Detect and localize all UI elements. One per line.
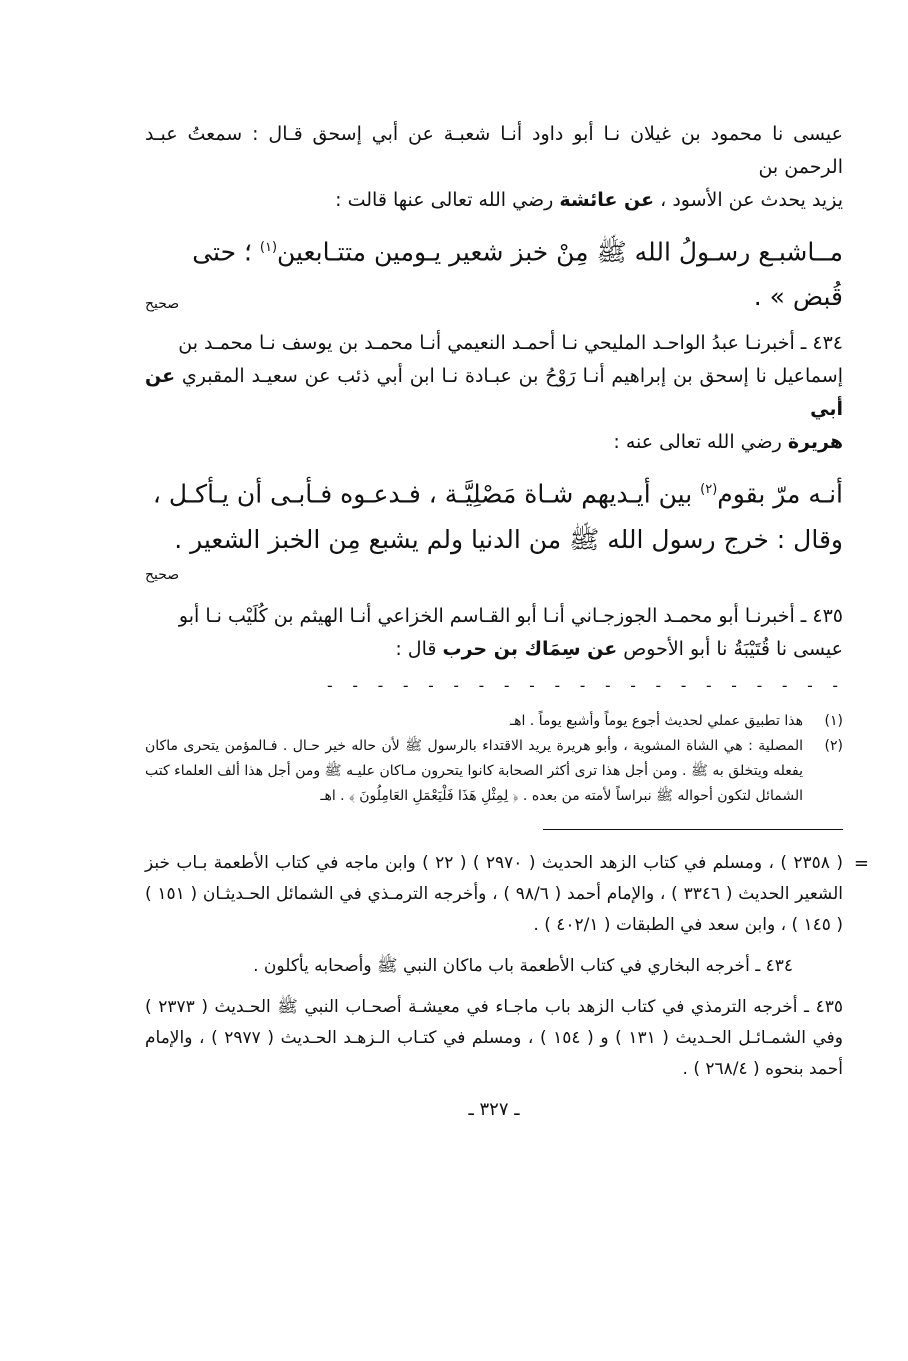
text-line: مــاشبـع رسـولُ الله ﷺ مِنْ خبز شعير يـومين متتـابعين [277,237,843,267]
isnad-paragraph-435 [145,600,843,666]
text-line: عيسى نا قُتَيْبَةُ نا أبو الأحوص [617,637,843,660]
narrator-name: عن أبي [145,365,843,421]
text-line: وقال : خرج رسول الله ﷺ من الدنيا ولم يشبع مِن الخبز الشعير . [174,524,843,554]
text-line: رضي الله تعالى عنها قالت : [335,189,560,211]
continuation-mark: = [853,852,869,874]
takhrij-text: ٤٣٥ ـ أخرجه الترمذي في كتاب الزهد باب ماجـاء في معيشـة أصحـاب النبي ﷺ الحـديث ( ٢٣٧٣ ) وفي الشمـائـل الحـديث ( ١٣١ ) و ( ١٥٤ ) ، ومسلم في كتـاب الـزهـد الحـديث ( ٢٩٧٧ ) ، والإمام أحمد بنحوه ( ٢٦٨/٤ ) . [145,996,844,1079]
isnad-paragraph-434 [145,327,843,459]
text-line: بين أيـديهم شـاة مَصْلِيَّـة ، فـدعـوه فـأبـى أن يـأكـل ، [152,479,701,509]
takhrij-text: ( ٢٣٥٨ ) ، ومسلم في كتاب الزهد الحديث ( ٢٩٧٠ ) ( ٢٢ ) وابن ماجه في كتاب الأطعمة بـاب خبز الشعير الحديث ( ٣٣٤٦ ) ، والإمام أحمد ( ٩٨/٦ ) ، وأخرجه الترمـذي في الشمائل الحـديثـان ( ١٥١ ) ( ١٤٥ ) ، وابن سعد في الطبقات ( ٤٠٢/١ ) . [145,852,843,935]
footnote-number: (١) [824,712,843,729]
takhrij-435 [145,992,843,1085]
grade-label: صحيح [145,566,180,583]
text-line: يزيد يحدث عن الأسود ، [654,189,843,211]
page-number: ـ ٣٢٧ ـ [468,1098,520,1120]
text-line: إسماعيل نا إسحق بن إبراهيم أنـا رَوْحُ بن عبـادة نـا ابن أبي ذئب عن سعيـد المقبري [175,365,843,388]
footnote-number: (٢) [824,737,843,754]
text-line: قال : [395,637,443,660]
text-line: ٤٣٥ ـ أخبرنـا أبو محمـد الجوزجـاني أنـا أبو القـاسم الخزاعي أنـا الهيثم بن كُلَيْب نـا أبو [178,604,843,627]
takhrij-continued [145,848,869,941]
narrator-name: هريرة [787,431,843,454]
narrator-name: عن سِمَاك بن حرب [442,637,618,660]
hadith-text-434 [145,467,843,561]
footnote-ref: (١) [259,240,278,255]
footnote-separator: - - - - - - - - - - - - - - - - - - - - - [325,675,843,695]
footnote-2 [145,734,843,809]
page [145,118,869,1268]
footnote-text: المصلية : هي الشاة المشوية ، وأبو هريرة يريد الاقتداء بالرسول ﷺ لأن حاله خير حـال . فـالمؤمن يتحرى ماكان يفعله ويتخلق به ﷺ . ومن أجل هذا ترى أكثر الصحابة كانوا يتحرون مـاكان عليـه ﷺ ومن أجل هذا ألف العلماء كتب الشمائل لتكون أحواله ﷺ نبراساً لأمته من بعده . ﴿ لِمِثْلِ هَذَا فَلْيَعْمَلِ العَامِلُونَ ﴾ . اهـ [145,737,803,804]
text-line: ٤٣٤ ـ أخبرنـا عبدُ الواحـد المليحي نـا أحمـد النعيمي أنـا محمـد بن يوسف نـا محمـد بن [178,332,843,355]
text-line: عيسى نا محمود بن غيلان نـا أبو داود أنـا شعبـة عن أبي إسحق قـال : سمعتُ عبـد الرحمن بن [145,123,843,178]
text-line: قُبض » . [753,282,843,312]
takhrij-434: ٤٣٤ ـ أخرجه البخاري في كتاب الأطعمة باب ماكان النبي ﷺ وأصحابه يأكلون . [253,955,793,976]
text-line: أنـه مرّ بقوم [717,479,843,509]
grade-label: صحيح [145,296,180,313]
isnad-paragraph-433 [145,118,843,217]
footnote-1 [145,709,843,734]
text-line: ؛ حتى [192,237,260,267]
footnote-text: هذا تطبيق عملي لحديث أجوع يوماً وأشبع يوماً . اهـ [509,712,803,729]
takhrij-divider [543,829,843,830]
text-line: رضي الله تعالى عنه : [613,431,788,454]
footnote-ref: (٢) [700,482,718,498]
narrator-name: عن عائشة [559,189,655,211]
